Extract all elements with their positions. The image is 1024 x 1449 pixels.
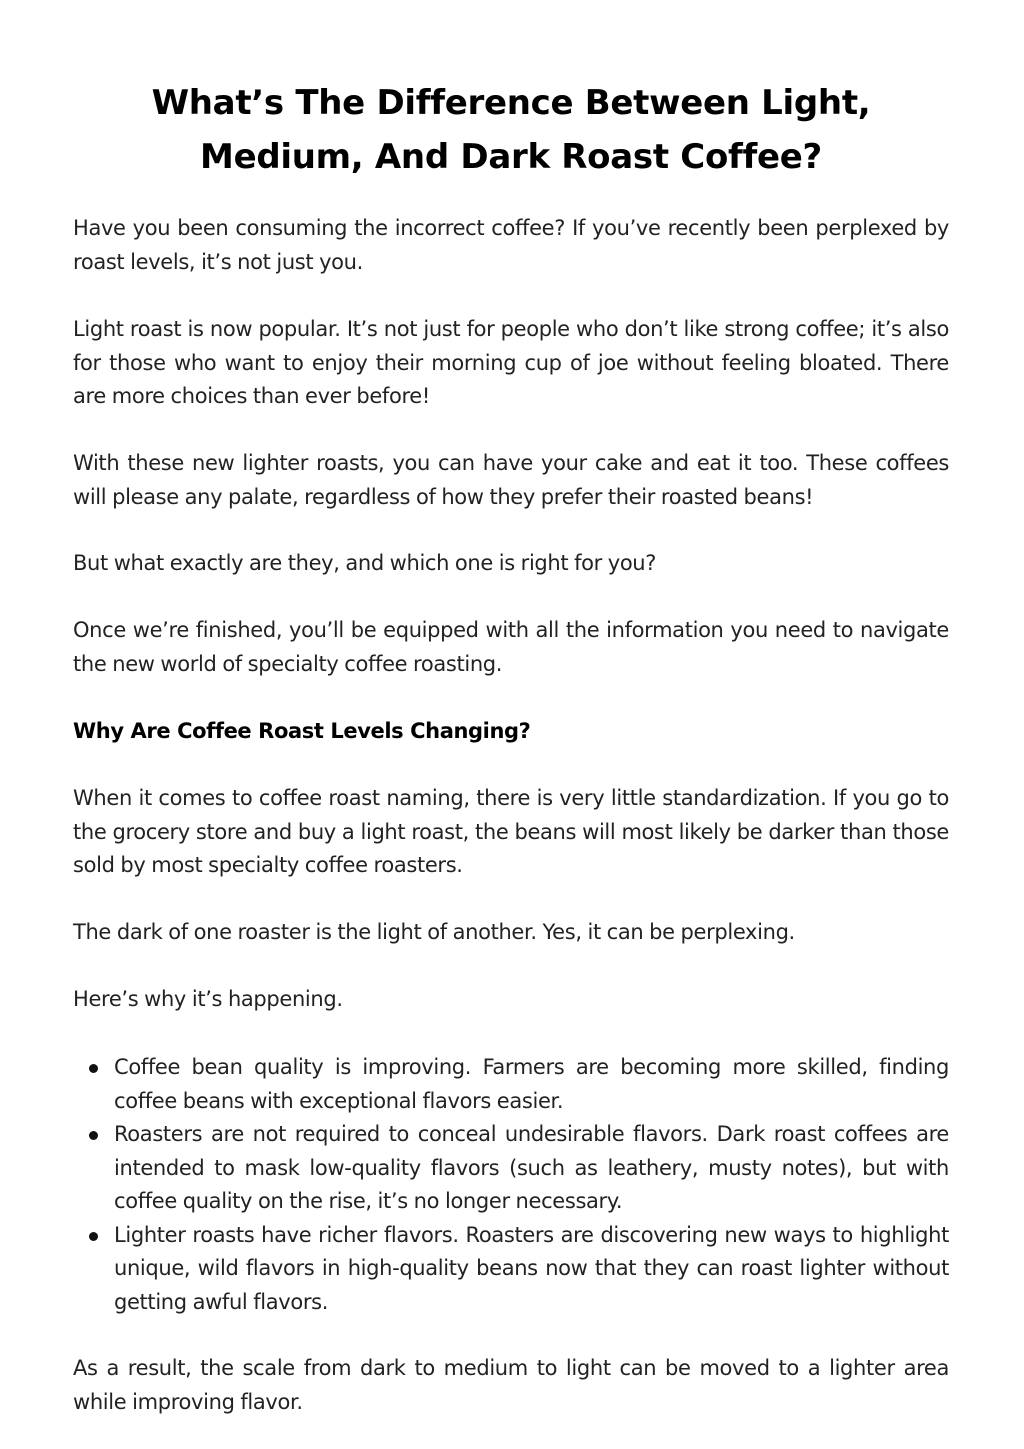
page-title xyxy=(73,76,949,184)
list-item xyxy=(73,1051,949,1118)
list-item-text: Lighter roasts have richer flavors. Roasters are discovering new ways to highlight unique, wild flavors in high-quality beans now that they can roast lighter without getting awful flavors. xyxy=(114,1222,949,1314)
section-heading: Why Are Coffee Roast Levels Changing? xyxy=(73,719,531,743)
dark-light-paragraph: The dark of one roaster is the light of another. Yes, it can be perplexing. xyxy=(73,920,795,944)
bullet-dot-icon xyxy=(89,1131,98,1140)
light-roast-paragraph: Light roast is now popular. It’s not just for people who don’t like strong coffee; it’s also for those who want to enjoy their morning cup of joe without feeling bloated. There are more choices than ever before! xyxy=(73,317,949,408)
question-paragraph: But what exactly are they, and which one is right for you? xyxy=(73,551,657,575)
reasons-list xyxy=(73,1051,949,1319)
result-paragraph: As a result, the scale from dark to medium to light can be moved to a lighter area while improving flavor. xyxy=(73,1356,949,1414)
page-title-line-2: Medium, And Dark Roast Coffee? xyxy=(200,137,822,177)
page-title-line-1: What’s The Difference Between Light, xyxy=(151,83,871,123)
bullet-dot-icon xyxy=(89,1232,98,1241)
list-item xyxy=(73,1219,949,1320)
why-happening-paragraph: Here’s why it’s happening. xyxy=(73,987,343,1011)
list-item-text: Coffee bean quality is improving. Farmers are becoming more skilled, finding coffee beans with exceptional flavors easier. xyxy=(114,1055,949,1113)
standardization-paragraph: When it comes to coffee roast naming, there is very little standardization. If you go to the grocery store and buy a light roast, the beans will most likely be darker than those sold by most specialty coffee roasters. xyxy=(73,786,949,877)
intro-paragraph: Have you been consuming the incorrect coffee? If you’ve recently been perplexed by roast levels, it’s not just you. xyxy=(73,216,949,274)
bullet-dot-icon xyxy=(89,1064,98,1073)
list-item-text: Roasters are not required to conceal undesirable flavors. Dark roast coffees are intended to mask low-quality flavors (such as leathery, musty notes), but with coffee quality on the rise, it’s no longer necessary. xyxy=(114,1122,949,1213)
lighter-roasts-paragraph: With these new lighter roasts, you can have your cake and eat it too. These coffees will please any palate, regardless of how they prefer their roasted beans! xyxy=(73,451,949,509)
list-item xyxy=(73,1118,949,1219)
finished-paragraph: Once we’re finished, you’ll be equipped with all the information you need to navigate the new world of specialty coffee roasting. xyxy=(73,618,949,676)
